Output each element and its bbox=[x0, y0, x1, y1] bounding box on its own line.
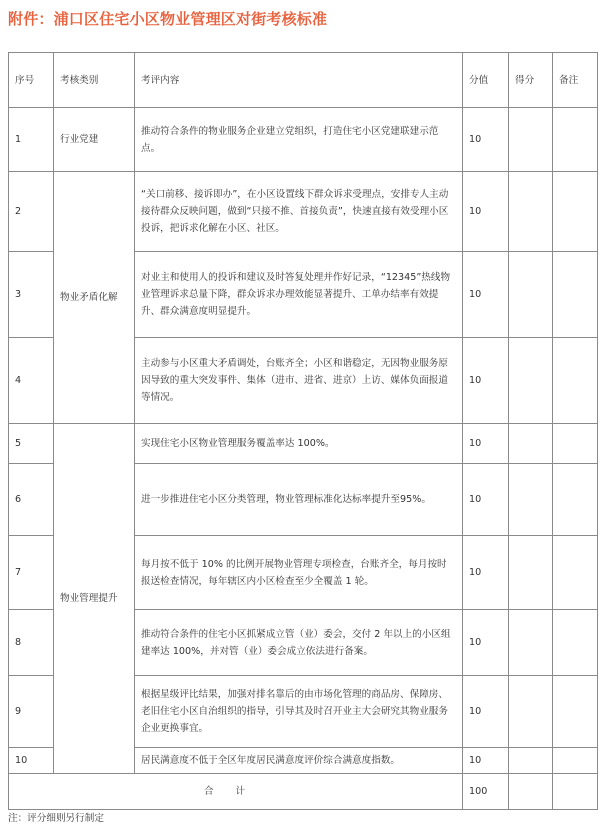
table-header-row bbox=[9, 53, 598, 108]
row-no: 1 bbox=[9, 108, 54, 172]
earned-cell bbox=[509, 676, 553, 748]
score-cell: 10 bbox=[463, 676, 509, 748]
category-cell: 行业党建 bbox=[54, 108, 135, 172]
earned-cell bbox=[509, 108, 553, 172]
score-cell: 10 bbox=[463, 424, 509, 464]
row-no: 9 bbox=[9, 676, 54, 748]
category-cell: 物业管理提升 bbox=[54, 424, 135, 774]
header-no: 序号 bbox=[9, 53, 54, 108]
earned-cell bbox=[509, 464, 553, 536]
header-earned: 得分 bbox=[509, 53, 553, 108]
remark-cell bbox=[553, 338, 598, 424]
earned-cell bbox=[509, 252, 553, 338]
content-cell: 推动符合条件的物业服务企业建立党组织，打造住宅小区党建联建示范点。 bbox=[135, 108, 463, 172]
row-no: 3 bbox=[9, 252, 54, 338]
remark-cell bbox=[553, 108, 598, 172]
row-no: 10 bbox=[9, 748, 54, 774]
document-title: 附件：浦口区住宅小区物业管理区对街考核标准 bbox=[8, 10, 328, 28]
score-cell: 10 bbox=[463, 536, 509, 610]
remark-cell bbox=[553, 610, 598, 676]
content-cell: 推动符合条件的住宅小区抓紧成立管（业）委会，交付 2 年以上的小区组建率达 100%，并对管（业）委会成立依法进行备案。 bbox=[135, 610, 463, 676]
earned-cell bbox=[509, 536, 553, 610]
remark-cell bbox=[553, 464, 598, 536]
earned-cell bbox=[509, 748, 553, 774]
row-no: 8 bbox=[9, 610, 54, 676]
row-no: 4 bbox=[9, 338, 54, 424]
row-no: 2 bbox=[9, 172, 54, 252]
content-cell: 对业主和使用人的投诉和建议及时答复处理并作好记录，“12345”热线物业管理诉求总量下降，群众诉求办理效能显著提升、工单办结率有效提升、群众满意度明显提升。 bbox=[135, 252, 463, 338]
content-cell: 进一步推进住宅小区分类管理，物业管理标准化达标率提升至95%。 bbox=[135, 464, 463, 536]
remark-cell bbox=[553, 676, 598, 748]
content-cell: 实现住宅小区物业管理服务覆盖率达 100%。 bbox=[135, 424, 463, 464]
total-remark-cell bbox=[553, 774, 598, 810]
remark-cell bbox=[553, 172, 598, 252]
assessment-table bbox=[8, 52, 598, 810]
header-category: 考核类别 bbox=[54, 53, 135, 108]
remark-cell bbox=[553, 424, 598, 464]
header-remark: 备注 bbox=[553, 53, 598, 108]
total-label: 合计 bbox=[9, 774, 463, 810]
content-cell: 主动参与小区重大矛盾调处，台账齐全；小区和谐稳定，无因物业服务原因导致的重大突发事件、集体（进市、进省、进京）上访、媒体负面报道等情况。 bbox=[135, 338, 463, 424]
score-cell: 10 bbox=[463, 338, 509, 424]
total-score: 100 bbox=[463, 774, 509, 810]
table-row bbox=[9, 108, 598, 172]
earned-cell bbox=[509, 338, 553, 424]
header-content: 考评内容 bbox=[135, 53, 463, 108]
score-cell: 10 bbox=[463, 108, 509, 172]
total-row bbox=[9, 774, 598, 810]
earned-cell bbox=[509, 424, 553, 464]
row-no: 5 bbox=[9, 424, 54, 464]
total-earned-cell bbox=[509, 774, 553, 810]
score-cell: 10 bbox=[463, 172, 509, 252]
remark-cell bbox=[553, 536, 598, 610]
table-row bbox=[9, 172, 598, 252]
score-cell: 10 bbox=[463, 464, 509, 536]
content-cell: 每月按不低于 10% 的比例开展物业管理专项检查，台账齐全，每月按时报送检查情况，每年辖区内小区检查至少全覆盖 1 轮。 bbox=[135, 536, 463, 610]
content-cell: 居民满意度不低于全区年度居民满意度评价综合满意度指数。 bbox=[135, 748, 463, 774]
score-cell: 10 bbox=[463, 748, 509, 774]
remark-cell bbox=[553, 252, 598, 338]
category-cell: 物业矛盾化解 bbox=[54, 172, 135, 424]
score-cell: 10 bbox=[463, 610, 509, 676]
row-no: 6 bbox=[9, 464, 54, 536]
earned-cell bbox=[509, 610, 553, 676]
table-row bbox=[9, 424, 598, 464]
score-cell: 10 bbox=[463, 252, 509, 338]
row-no: 7 bbox=[9, 536, 54, 610]
footnote: 注：评分细则另行制定 bbox=[8, 813, 104, 824]
remark-cell bbox=[553, 748, 598, 774]
earned-cell bbox=[509, 172, 553, 252]
header-score: 分值 bbox=[463, 53, 509, 108]
content-cell: “关口前移、接诉即办”，在小区设置线下群众诉求受理点，安排专人主动接待群众反映问题，做到“只接不推、首接负责”，快速直接有效受理小区投诉，把诉求化解在小区、社区。 bbox=[135, 172, 463, 252]
content-cell: 根据星级评比结果，加强对排名靠后的由市场化管理的商品房、保障房、老旧住宅小区自治组织的指导，引导其及时召开业主大会研究其物业服务企业更换事宜。 bbox=[135, 676, 463, 748]
